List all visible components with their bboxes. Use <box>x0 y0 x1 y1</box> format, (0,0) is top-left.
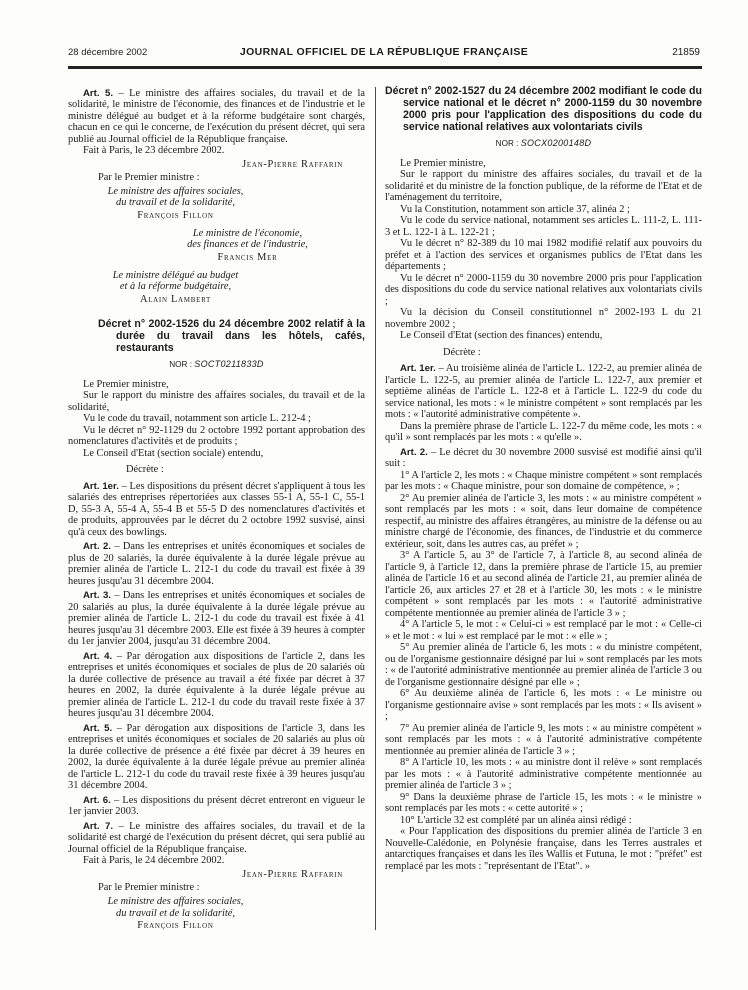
body-paragraph <box>385 619 702 642</box>
signature-block <box>68 186 283 222</box>
body-paragraph <box>385 470 702 493</box>
nor-line <box>68 359 365 371</box>
body-paragraph <box>385 757 702 792</box>
body-paragraph <box>385 688 702 723</box>
article-number: Art. 2. <box>83 541 111 553</box>
signature-block <box>68 896 283 932</box>
decree-heading: Décret n° 2002-1526 du 24 décembre 2002 relatif à la durée du travail dans les hôtels, cafés, restaurants <box>98 317 365 355</box>
article-number: Art. 7. <box>83 820 114 832</box>
article-paragraph <box>68 795 365 818</box>
article-number: Art. 1er. <box>83 480 119 492</box>
article-number: Art. 1er. <box>400 363 436 375</box>
article-paragraph <box>68 88 365 146</box>
body-paragraph <box>68 448 365 460</box>
decree-heading: Décret n° 2002-1527 du 24 décembre 2002 modifiant le code du service national et le décret n° 2000-1159 du 30 novembre 2000 pris pour l'application des dispositions du code du service national relatives aux volontariats civils <box>385 84 702 134</box>
paragraph-text: – Le ministre des affaires sociales, du travail et de la solidarité, le ministre de l'économie, des finances et de l'industrie et le ministre délégué au budget et à la réforme budgétaire sont chargés, chacun en ce qui le concerne, de l'exécution du présent décret, qui sera publié au Journal officiel de la République française. <box>68 87 365 145</box>
body-paragraph <box>385 421 702 444</box>
header-page-number: 21859 <box>672 47 700 58</box>
signer-role: du travail et de la solidarité, <box>116 907 235 919</box>
premier-ministre-byline: Par le Premier ministre : <box>98 172 200 183</box>
decree-formula: Décrète : <box>126 464 164 476</box>
header-date: 28 décembre 2002 <box>68 47 148 58</box>
signer-name: Jean-Pierre Raffarin <box>242 868 343 880</box>
signer-name: Francis Mer <box>217 252 278 264</box>
body-paragraph <box>385 273 702 308</box>
body-paragraph <box>385 826 702 872</box>
paragraph-text: Vu la Constitution, notamment son article 37, alinéa 2 ; <box>400 203 630 215</box>
nor-line <box>385 138 702 150</box>
nor-value: SOCX0200148D <box>520 138 592 149</box>
body-paragraph <box>385 815 702 827</box>
body-paragraph <box>385 550 702 619</box>
paragraph-text: Dans la première phrase de l'article L. 122-7 du même code, les mots : « qu'il » sont remplacés par les mots : « qu'elle ». <box>385 420 702 444</box>
article-paragraph <box>68 651 365 720</box>
article-paragraph <box>68 723 365 792</box>
body-paragraph <box>385 493 702 551</box>
body-paragraph <box>68 379 365 391</box>
paragraph-text: 9° Dans la deuxième phrase de l'article 15, les mots : « le ministre » sont remplacés par les mots : « cette autorité » ; <box>385 791 702 815</box>
body-paragraph <box>68 413 365 425</box>
body-paragraph <box>385 642 702 688</box>
paragraph-text: 1° A l'article 2, les mots : « Chaque ministre compétent » sont remplacés par les mots : « Chaque ministre, pour son domaine de compétence, » ; <box>385 469 702 493</box>
signer-role: et à la réforme budgétaire, <box>119 281 232 293</box>
premier-ministre-byline: Par le Premier ministre : <box>98 882 200 894</box>
body-paragraph <box>385 330 702 342</box>
body-paragraph <box>385 238 702 273</box>
signer-name: Jean-Pierre Raffarin <box>242 158 343 170</box>
nor-label: NOR : <box>169 360 192 370</box>
article-number: Art. 5. <box>83 87 114 99</box>
header-journal-title: JOURNAL OFFICIEL DE LA RÉPUBLIQUE FRANÇAISE <box>239 46 529 58</box>
paragraph-text: – Les dispositions du présent décret s'appliquent à tous les salariés des entreprises répertoriées aux classes 55-1 A, 55-1 C, 55-1 D, 55-3 A, 55-4 A, 55-4 B et 55-5 D des nomenclatures d'activités et de produits, approuvées par le décret du 2 octobre 1992 susvisé, ainsi qu'à ceux des bowlings. <box>68 480 365 538</box>
page-header <box>0 0 748 59</box>
body-paragraph <box>385 215 702 238</box>
paragraph-text: Vu le code du service national, notamment ses articles L. 111-2, L. 111-3 et L. 122-1 à L. 122-21 ; <box>385 215 702 238</box>
signer-name: Alain Lambert <box>139 294 211 306</box>
paragraph-text: 3° A l'article 5, au 3° de l'article 7, à l'article 8, au second alinéa de l'article 9, à l'article 12, dans la première phrase de l'article 15, au premier alinéa de l'article 16 et au second alinéa de l'article 21, au premier alinéa de l'article 26, aux articles 27 et 28 et à l'article 30, les mots : « le ministre compétent » sont remplacés par les mots : « l'autorité administrative compétente mentionnée au premier alinéa de l'article 3 » ; <box>385 550 702 619</box>
page-body <box>0 69 748 938</box>
nor-value: SOCT0211833D <box>194 359 264 370</box>
right-column <box>385 85 702 938</box>
paragraph-text: – Dans les entreprises et unités économiques et sociales de plus de 20 salariés, la durée équivalente à la durée légale prévue au premier alinéa de l'article L. 212-1 du code du travail est fixée à 39 heures jusqu'au 31 décembre 2004. <box>68 541 365 587</box>
signer-role: Le ministre délégué au budget <box>112 269 239 281</box>
article-number: Art. 5. <box>83 722 113 734</box>
signature-block <box>68 270 283 306</box>
decree-formula: Décrète : <box>443 346 481 358</box>
signer-role: Le ministre de l'économie, <box>192 227 303 239</box>
nor-label: NOR : <box>495 139 519 149</box>
body-paragraph <box>385 307 702 330</box>
paragraph-text: – Le décret du 30 novembre 2000 susvisé est modifié ainsi qu'il suit : <box>385 446 702 470</box>
paragraph-text: Vu le décret n° 82-389 du 10 mai 1982 modifié relatif aux pouvoirs du préfet et à l'action des services et organismes publics de l'Etat dans les départements ; <box>385 238 702 273</box>
article-paragraph <box>68 481 365 539</box>
signer-name: François Fillon <box>137 210 214 222</box>
paragraph-text: « Pour l'application des dispositions du premier alinéa de l'article 3 en Nouvelle-Calédonie, en Polynésie française, dans les Terres australes et antarctiques françaises et dans les îles Wallis et Futuna, le mot : "préfet" est remplacé par les mots : "représentant de l'Etat". » <box>385 826 702 872</box>
body-paragraph <box>68 855 365 867</box>
article-number: Art. 4. <box>83 650 113 662</box>
signature-block <box>130 228 365 264</box>
paragraph-text: 4° A l'article 5, le mot : « Celui-ci » est remplacé par le mot : « Celle-ci » et le mot : « lui » est remplacé par le mot : « elle » ; <box>385 619 702 642</box>
body-paragraph <box>385 169 702 204</box>
signer-role: Le ministre des affaires sociales, <box>107 895 244 907</box>
body-paragraph <box>68 145 365 157</box>
article-number: Art. 2. <box>400 446 428 458</box>
paragraph-text: – Par dérogation aux dispositions de l'article 3, dans les entreprises et unités économiques et sociales de 20 salariés au plus où la durée collective de présence a été fixée par décret à 39 heures en 2002, la durée équivalente à la durée légale prévue au premier alinéa de l'article L. 212-1 du code du travail reste fixée à 39 heures jusqu'au 31 décembre 2004. <box>68 722 365 792</box>
paragraph-text: Le Premier ministre, <box>400 157 486 169</box>
signer-role: des finances et de l'industrie, <box>187 239 308 251</box>
left-column <box>68 85 365 938</box>
body-paragraph <box>68 390 365 413</box>
paragraph-text: – Les dispositions du présent décret entreront en vigueur le 1er janvier 2003. <box>68 794 365 818</box>
article-paragraph <box>68 590 365 648</box>
paragraph-text: 6° Au deuxième alinéa de l'article 6, les mots : « Le ministre ou l'organisme gestionnaire avise » sont remplacés par les mots : « Ils avisent » ; <box>385 688 702 723</box>
paragraph-text: Vu la décision du Conseil constitutionnel n° 2002-193 L du 21 novembre 2002 ; <box>385 307 702 330</box>
paragraph-text: Le Premier ministre, <box>83 378 169 390</box>
paragraph-text: Sur le rapport du ministre des affaires sociales, du travail et de la solidarité et du ministre de la fonction publique, de la réforme de l'Etat et de l'aménagement du territoire, <box>385 169 702 204</box>
paragraph-text: Sur le rapport du ministre des affaires sociales, du travail et de la solidarité, <box>68 390 365 413</box>
body-paragraph <box>385 792 702 815</box>
article-number: Art. 6. <box>83 794 111 806</box>
paragraph-text: 5° Au premier alinéa de l'article 6, les mots : « du ministre compétent, ou de l'organisme gestionnaire désigné par lui » sont remplacés par les mots : « de l'autorité administrative mentionnée au premier alinéa de l'article 3 ou de l'organisme gestionnaire désigné par elle » ; <box>385 642 702 688</box>
paragraph-text: Vu le code du travail, notamment son article L. 212-4 ; <box>83 413 311 425</box>
signer-name: François Fillon <box>137 920 214 932</box>
body-paragraph <box>385 723 702 758</box>
body-paragraph <box>385 204 702 216</box>
article-paragraph <box>385 447 702 470</box>
signer-role: du travail et de la solidarité, <box>116 197 235 209</box>
paragraph-text: – Le ministre des affaires sociales, du travail et de la solidarité est chargé de l'exécution du présent décret, qui sera publié au Journal officiel de la République française. <box>68 820 365 855</box>
paragraph-text: Fait à Paris, le 23 décembre 2002. <box>83 145 225 156</box>
article-paragraph <box>68 541 365 587</box>
signer-role: Le ministre des affaires sociales, <box>107 185 244 197</box>
column-divider <box>375 87 376 930</box>
paragraph-text: – Dans les entreprises et unités économiques et sociales de 20 salariés au plus, la durée équivalente à la durée légale prévue au premier alinéa de l'article L. 212-1 du code du travail est fixée à 41 heures jusqu'au 31 décembre 2003. Elle est fixée à 39 heures à compter du 1er janvier 2004, jusqu'au 31 décembre 2004. <box>68 590 365 648</box>
paragraph-text: 10° L'article 32 est complété par un alinéa ainsi rédigé : <box>400 814 632 826</box>
paragraph-text: – Par dérogation aux dispositions de l'article 2, dans les entreprises et unités économiques et sociales de plus de 20 salariés où la durée collective de présence au travail a été fixée par décret à 37 heures en 2002, la durée équivalente à la durée légale prévue au premier alinéa de l'article L. 212-1 du code du travail reste fixée à 37 heures jusqu'au 31 décembre 2004. <box>68 650 365 720</box>
paragraph-text: 8° A l'article 10, les mots : « au ministre dont il relève » sont remplacés par les mots : « à l'autorité administrative compétente mentionnée au premier alinéa de l'article 3 » ; <box>385 757 702 792</box>
body-paragraph <box>385 158 702 170</box>
paragraph-text: Le Conseil d'Etat (section des finances) entendu, <box>400 330 603 342</box>
paragraph-text: 2° Au premier alinéa de l'article 3, les mots : « au ministre compétent » sont remplacés par les mots : « soit, dans leur domaine de compétence respectif, au ministre des affaires étrangères, au ministre de la défense ou au ministre chargé de l'économie, des finances, de l'industrie et du commerce extérieur, soit, dans les autres cas, au préfet » ; <box>385 492 702 550</box>
paragraph-text: Vu le décret n° 2000-1159 du 30 novembre 2000 pris pour l'application des dispositions du code du service national relatives aux volontariats civils ; <box>385 272 702 307</box>
paragraph-text: 7° Au premier alinéa de l'article 9, les mots : « au ministre compétent » sont remplacés par les mots : « à l'autorité administrative compétente mentionnée au premier alinéa de l'article 3 » ; <box>385 722 702 757</box>
body-paragraph <box>68 425 365 448</box>
article-paragraph <box>68 821 365 856</box>
paragraph-text: Le Conseil d'Etat (section sociale) entendu, <box>83 447 264 459</box>
paragraph-text: – Au troisième alinéa de l'article L. 122-2, au premier alinéa de l'article L. 122-5, au premier alinéa de l'article L. 122-7, aux premier et septième alinéas de l'article L. 122-8 et à l'article L. 122-9 du code du service national, les mots : « le ministre compétent » sont remplacés par les mots : « l'autorité administrative compétente ». <box>385 363 702 421</box>
paragraph-text: Fait à Paris, le 24 décembre 2002. <box>83 855 225 867</box>
paragraph-text: Vu le décret n° 92-1129 du 2 octobre 1992 portant approbation des nomenclatures d'activités et de produits ; <box>68 424 365 448</box>
article-number: Art. 3. <box>83 590 111 602</box>
article-paragraph <box>385 363 702 421</box>
